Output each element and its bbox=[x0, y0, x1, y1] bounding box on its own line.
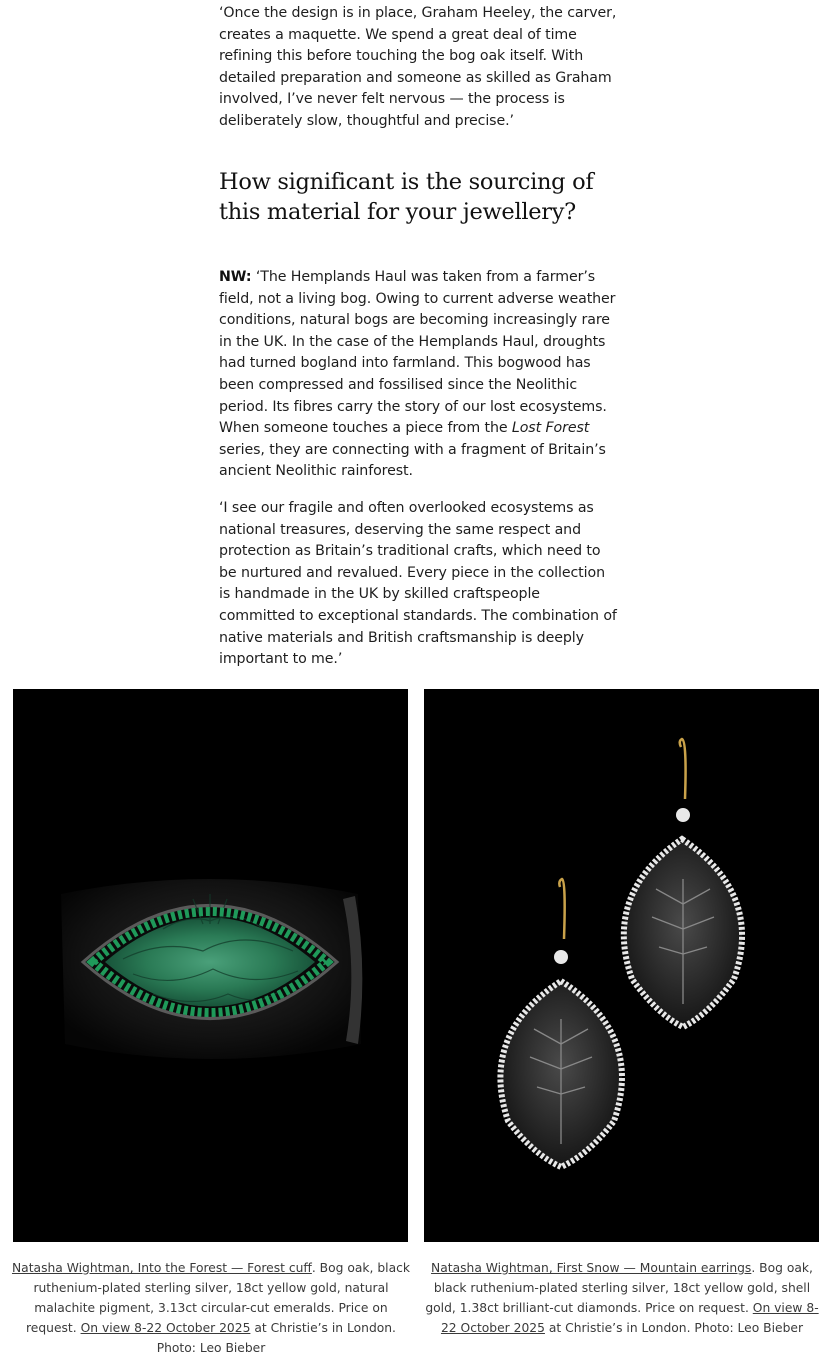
artwork-link[interactable]: Natasha Wightman, First Snow — Mountain earrings bbox=[431, 1261, 752, 1275]
article-paragraph: ‘Once the design is in place, Graham Heeley, the carver, creates a maquette. We spend a great deal of time refining this before touching the bog oak itself. With detailed preparation and someone as skilled as Graham involved, I’ve never felt nervous — the process is deliberately slow, thoughtful and precise.’ bbox=[219, 5, 617, 129]
artwork-link[interactable]: Natasha Wightman, Into the Forest — Forest cuff bbox=[11, 1261, 312, 1275]
series-title: Lost Forest bbox=[511, 420, 590, 437]
earrings-illustration bbox=[424, 689, 819, 1242]
forest-cuff-photo bbox=[13, 689, 408, 1242]
section-heading: How significant is the sourcing of this material for your jewellery? bbox=[219, 169, 594, 225]
article-paragraph bbox=[219, 267, 619, 483]
caption-text: at Christie’s in London. Photo: Leo Bieber bbox=[156, 1321, 396, 1355]
paragraph-text: series, they are connecting with a fragment of Britain’s ancient Neolithic rainforest. bbox=[219, 441, 606, 480]
photo-caption bbox=[422, 1258, 822, 1338]
on-view-link[interactable]: On view 8-22 October 2025 bbox=[80, 1321, 251, 1335]
paragraph-text: ‘The Hemplands Haul was taken from a farmer’s field, not a living bog. Owing to current adverse weather conditions, natural bogs are becoming increasingly rare in the UK. In the case of the Hemplands Haul, droughts had turned bogland into farmland. This bogwood has been compressed and fossilised since the Neolithic period. Its fibres carry the story of our lost ecosystems. When someone touches a piece from the bbox=[219, 269, 616, 437]
speaker-initials: NW: bbox=[219, 269, 252, 285]
article-paragraph: ‘I see our fragile and often overlooked ecosystems as national treasures, deserving the same respect and protection as Britain’s traditional crafts, which need to be nurtured and revalued. Every piece in the collection is handmade in the UK by skilled craftspeople committed to exceptional standards. The combination of native materials and British craftsmanship is deeply important to me.’ bbox=[219, 500, 617, 668]
cuff-illustration bbox=[13, 689, 408, 1242]
photo-caption bbox=[11, 1258, 411, 1358]
mountain-earrings-photo bbox=[424, 689, 819, 1242]
caption-text: . Bog oak, black ruthenium-plated sterling silver, 18ct yellow gold, natural malachite pigment, 3.13ct circular-cut emeralds. Price on request. bbox=[26, 1261, 410, 1335]
caption-text: . Bog oak, black ruthenium-plated sterling silver, 18ct yellow gold, shell gold, 1.38ct brilliant-cut diamonds. Price on request. bbox=[425, 1261, 813, 1315]
on-view-link[interactable]: On view 8-22 October 2025 bbox=[440, 1301, 819, 1335]
caption-text: at Christie’s in London. Photo: Leo Bieber bbox=[544, 1321, 804, 1335]
